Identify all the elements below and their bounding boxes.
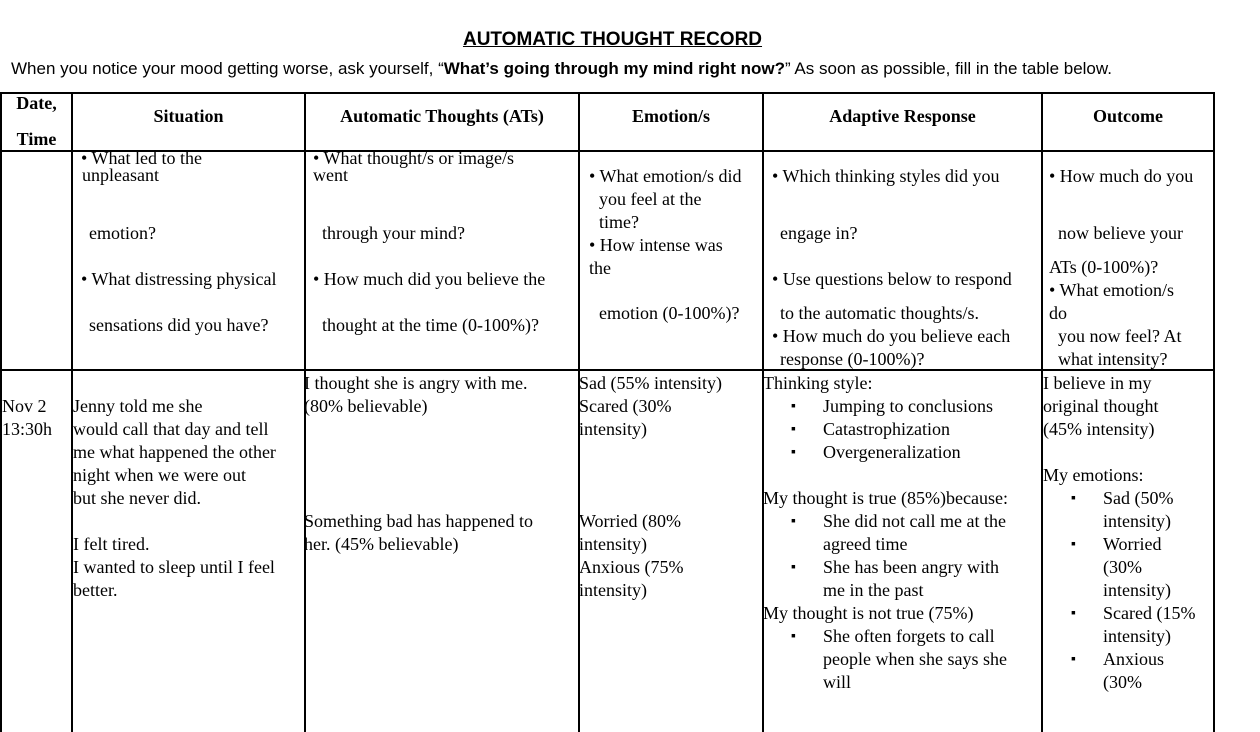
prompt-line: • How much do you xyxy=(1049,166,1194,186)
prompt-adaptive-cont xyxy=(772,210,1040,302)
list-item: ▪ Overgeneralization xyxy=(763,441,1041,464)
thought-record-table xyxy=(0,92,1215,732)
entry-line: intensity) xyxy=(579,580,647,600)
header-date-time xyxy=(2,92,71,151)
prompt-line: through your mind? xyxy=(322,223,465,243)
prompt-line: • What emotion/s xyxy=(1049,280,1174,300)
entry-line: I believe in my xyxy=(1043,373,1152,393)
outcome-emotions-list xyxy=(1043,487,1213,694)
entry-line: I thought she is angry with me. xyxy=(304,373,528,393)
entry-line: intensity) xyxy=(579,534,647,554)
thought-true-label: My thought is true (85%)because: xyxy=(763,488,1008,508)
list-item xyxy=(1043,602,1213,648)
entry-line: Worried (80% xyxy=(579,511,682,531)
prompt-line: • What led to the xyxy=(81,148,202,168)
prompt-outcome-cont2 xyxy=(1049,256,1213,371)
list-item-text: agreed time xyxy=(823,534,908,554)
list-item-text: (30% xyxy=(1103,557,1142,577)
prompt-line: time? xyxy=(599,212,639,232)
entry-line: (45% intensity) xyxy=(1043,419,1155,439)
prompt-line: unpleasant xyxy=(82,165,159,185)
header-adaptive-response: Adaptive Response xyxy=(829,106,976,126)
prompt-line: sensations did you have? xyxy=(89,315,269,335)
entry-line: would call that day and tell xyxy=(73,419,269,439)
entry-line: Scared (30% xyxy=(579,396,672,416)
entry-outcome xyxy=(1043,372,1213,694)
entry-time: 13:30h xyxy=(2,419,53,439)
entry-line: Sad (55% intensity) xyxy=(579,373,722,393)
thought-false-label: My thought is not true (75%) xyxy=(763,603,974,623)
page-title: AUTOMATIC THOUGHT RECORD xyxy=(462,29,763,50)
entry-line: her. (45% believable) xyxy=(304,534,459,554)
prompt-emotions xyxy=(589,165,762,280)
list-item-text: intensity) xyxy=(1103,626,1171,646)
thinking-style-label: Thinking style: xyxy=(763,373,873,393)
entry-line: intensity) xyxy=(579,419,647,439)
prompt-line: emotion? xyxy=(89,223,156,243)
list-item-text: (30% xyxy=(1103,672,1142,692)
entry-adaptive-response xyxy=(763,372,1041,694)
prompt-thoughts-cont xyxy=(313,210,577,348)
prompt-line: • How much do you believe each xyxy=(772,326,1011,346)
list-item: ▪ Catastrophization xyxy=(763,418,1041,441)
table-border-top xyxy=(0,92,1215,94)
false-reasons-list xyxy=(763,625,1041,694)
header-time: Time xyxy=(16,129,57,149)
intro-text xyxy=(11,59,1251,79)
list-item-text: will xyxy=(823,672,852,692)
entry-line: me what happened the other xyxy=(73,442,276,462)
list-item-text: intensity) xyxy=(1103,511,1171,531)
entry-line: Jenny told me she xyxy=(73,396,203,416)
prompt-outcome xyxy=(1049,165,1213,188)
prompt-line: • Which thinking styles did you xyxy=(772,166,1000,186)
list-item-text: She often forgets to call xyxy=(823,626,995,646)
my-emotions-label: My emotions: xyxy=(1043,465,1144,485)
prompt-line: you now feel? At xyxy=(1058,326,1182,346)
entry-line: Something bad has happened to xyxy=(304,511,533,531)
intro-before: When you notice your mood getting worse, ask yourself, “ xyxy=(11,59,444,78)
prompt-situation-cont xyxy=(89,210,303,256)
entry-line: night when we were out xyxy=(73,465,246,485)
intro-question: What’s going through my mind right now? xyxy=(443,59,785,78)
list-item-text: Anxious xyxy=(1103,649,1165,669)
list-item xyxy=(1043,487,1213,533)
header-outcome: Outcome xyxy=(1093,106,1163,126)
list-item: ▪ Jumping to conclusions xyxy=(763,395,1041,418)
entry-line: original thought xyxy=(1043,396,1159,416)
prompt-line: • What thought/s or image/s xyxy=(313,148,514,168)
prompt-line: went xyxy=(313,165,348,185)
prompt-line: ATs (0-100%)? xyxy=(1049,257,1159,277)
list-item xyxy=(1043,533,1213,602)
prompt-line: • What emotion/s did xyxy=(589,166,742,186)
prompt-adaptive xyxy=(772,165,1040,188)
entry-date: Nov 2 xyxy=(2,396,47,416)
header-emotions: Emotion/s xyxy=(631,106,710,126)
list-item xyxy=(1043,648,1213,694)
header-situation: Situation xyxy=(153,106,224,126)
prompt-line: • Use questions below to respond xyxy=(772,269,1012,289)
list-item-text: She did not call me at the xyxy=(823,511,1006,531)
list-item-text: Scared (15% xyxy=(1103,603,1196,623)
prompt-adaptive-cont2 xyxy=(772,302,1040,371)
prompt-line: do xyxy=(1049,303,1067,323)
list-item xyxy=(763,510,1041,556)
prompt-line: response (0-100%)? xyxy=(780,349,925,369)
intro-after: ” As soon as possible, fill in the table below. xyxy=(784,59,1112,78)
list-item xyxy=(763,556,1041,602)
entry-emotions xyxy=(579,372,762,602)
entry-line: I felt tired. xyxy=(73,534,150,554)
header-thoughts: Automatic Thoughts (ATs) xyxy=(340,106,544,126)
entry-line: (80% believable) xyxy=(304,396,428,416)
list-item-text: Sad (50% xyxy=(1103,488,1174,508)
prompt-line: what intensity? xyxy=(1058,349,1168,369)
prompt-emotions-cont xyxy=(599,302,762,325)
list-item-text: people when she says she xyxy=(823,649,1007,669)
prompt-line: • What distressing physical xyxy=(81,269,277,289)
header-date: Date, xyxy=(16,93,57,113)
list-item xyxy=(763,625,1041,694)
entry-date-time xyxy=(2,395,71,441)
prompt-line: to the automatic thoughts/s. xyxy=(780,303,979,323)
prompt-situation xyxy=(81,150,303,184)
list-item-text: me in the past xyxy=(823,580,924,600)
prompt-line: you feel at the xyxy=(599,189,702,209)
list-item-text: She has been angry with xyxy=(823,557,999,577)
entry-line: Anxious (75% xyxy=(579,557,684,577)
entry-line: I wanted to sleep until I feel xyxy=(73,557,275,577)
prompt-thoughts xyxy=(313,150,577,184)
prompt-line: thought at the time (0-100%)? xyxy=(322,315,539,335)
prompt-line: • How intense was xyxy=(589,235,723,255)
list-item-text: intensity) xyxy=(1103,580,1171,600)
prompt-line: • How much did you believe the xyxy=(313,269,546,289)
prompt-outcome-cont xyxy=(1049,210,1213,256)
prompt-line: emotion (0-100%)? xyxy=(599,303,740,323)
entry-line: but she never did. xyxy=(73,488,201,508)
prompt-line: engage in? xyxy=(780,223,858,243)
prompt-line: now believe your xyxy=(1058,223,1183,243)
list-item-text: Worried xyxy=(1103,534,1162,554)
entry-situation xyxy=(73,395,304,602)
entry-thoughts xyxy=(304,372,578,556)
prompt-line: the xyxy=(589,258,611,278)
thinking-style-list xyxy=(763,395,1041,464)
true-reasons-list xyxy=(763,510,1041,602)
prompt-situation-cont2 xyxy=(81,256,303,348)
table-border-right xyxy=(1213,92,1215,732)
entry-line: better. xyxy=(73,580,118,600)
